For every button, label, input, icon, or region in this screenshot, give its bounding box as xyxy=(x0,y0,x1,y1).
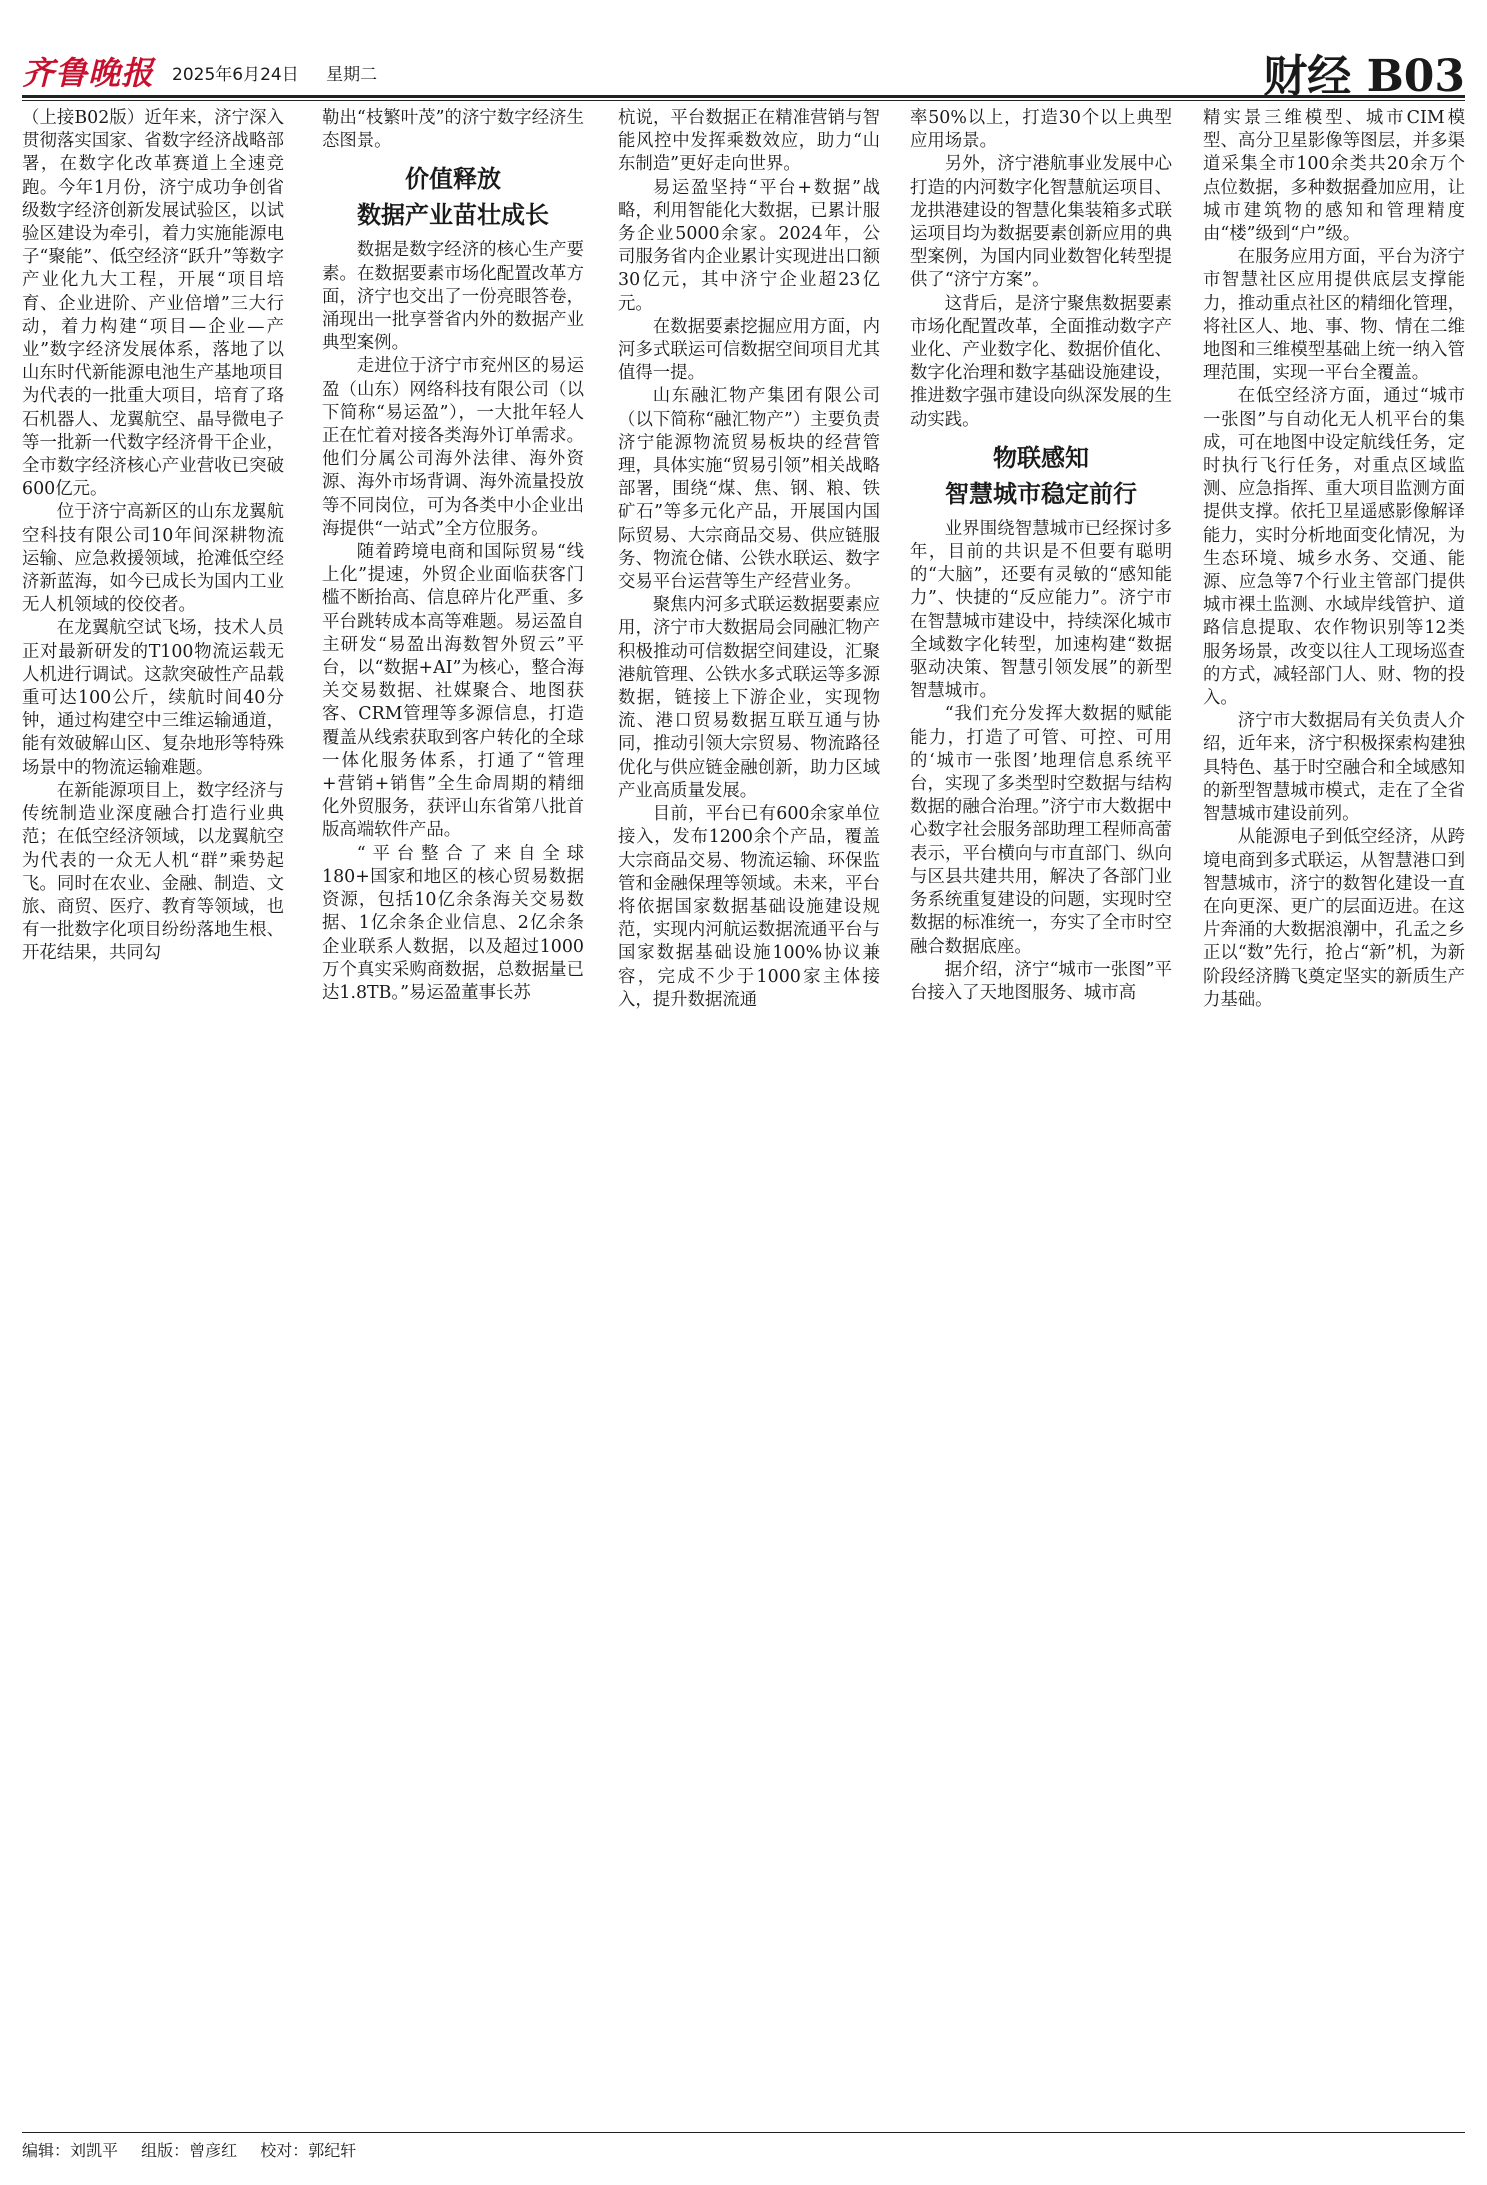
article-column-2 xyxy=(322,107,584,1005)
article-paragraph: 另外，济宁港航事业发展中心打造的内河数字化智慧航运项目、龙拱港建设的智慧化集装箱多式联运项目均为数据要素创新应用的典型案例，为国内同业数智化转型提供了“济宁方案”。 xyxy=(910,154,1172,291)
article-column-5 xyxy=(1203,107,1465,1012)
article-paragraph: “我们充分发挥大数据的赋能能力，打造了可管、可控、可用的‘城市一张图’地理信息系统平台，实现了多类型时空数据与结构数据的融合治理。”济宁市大数据中心数字社会服务部助理工程师高蕾表示，平台横向与市直部门、纵向与区县共建共用，解决了各部门业务系统重复建设的问题，实现时空数据的标准统一，夯实了全市时空融合数据底座。 xyxy=(910,704,1172,957)
article-paragraph: 随着跨境电商和国际贸易“线上化”提速，外贸企业面临获客门槛不断抬高、信息碎片化严重、多平台跳转成本高等难题。易运盈自主研发“易盈出海数智外贸云”平台，以“数据+AI”为核心，整合海关交易数据、社媒聚合、地图获客、CRM管理等多源信息，打造覆盖从线索获取到客户转化的全球一体化服务体系，打通了“管理+营销+销售”全生命周期的精细化外贸服务，获评山东省第八批首版高端软件产品。 xyxy=(322,542,584,841)
article-paragraph: 勒出“枝繁叶茂”的济宁数字经济生态图景。 xyxy=(322,108,584,152)
section-heading-line-2: 智慧城市稳定前行 xyxy=(945,478,1137,508)
section-heading-line-2: 数据产业苗壮成长 xyxy=(357,200,549,230)
issue-weekday: 星期二 xyxy=(326,65,378,85)
article-paragraph: 从能源电子到低空经济，从跨境电商到多式联运，从智慧港口到智慧城市，济宁的数智化建设一直在向更深、更广的层面迈进。在这片奔涌的大数据浪潮中，孔孟之乡正以“数”先行，抢占“新”机，为新阶段经济腾飞奠定坚实的新质生产力基础。 xyxy=(1203,827,1465,1010)
article-paragraph: （上接B02版）近年来，济宁深入贯彻落实国家、省数字经济战略部署，在数字化改革赛道上全速竞跑。今年1月份，济宁成功争创省级数字经济创新发展试验区，以试验区建设为牵引，着力实施能源电子“聚能”、低空经济“跃升”等数字产业化九大工程，开展“项目培育、企业进阶、产业倍增”三大行动，着力构建“项目—企业—产业”数字经济发展体系，落地了以山东时代新能源电池生产基地项目为代表的一批重大项目，培育了珞石机器人、龙翼航空、晶导微电子等一批新一代数字经济骨干企业，全市数字经济核心产业营收已突破600亿元。 xyxy=(22,108,284,500)
article-paragraph: 走进位于济宁市兖州区的易运盈（山东）网络科技有限公司（以下简称“易运盈”），一大批年轻人正在忙着对接各类海外订单需求。他们分属公司海外法律、海外资源、海外市场背调、海外流量投放等不同岗位，可为各类中小企业出海提供“一站式”全方位服务。 xyxy=(322,356,584,539)
section-heading xyxy=(322,161,584,233)
article-paragraph: 济宁市大数据局有关负责人介绍，近年来，济宁积极探索构建独具特色、基于时空融合和全域感知的新型智慧城市模式，走在了全省智慧城市建设前列。 xyxy=(1203,711,1465,825)
article-column-1 xyxy=(22,107,284,966)
section-heading-line-1: 价值释放 xyxy=(405,164,501,194)
article-paragraph: 杭说，平台数据正在精准营销与智能风控中发挥乘数效应，助力“山东制造”更好走向世界。 xyxy=(618,108,880,175)
masthead xyxy=(22,40,1465,102)
article-column-3 xyxy=(618,107,880,1012)
layout-credit: 组版：曾彦红 xyxy=(141,2141,238,2160)
article-paragraph: 数据是数字经济的核心生产要素。在数据要素市场化配置改革方面，济宁也交出了一份亮眼答卷，涌现出一批享誉省内外的数据产业典型案例。 xyxy=(322,240,584,354)
section-page-label: 财经 B03 xyxy=(1263,51,1465,102)
article-paragraph: 在新能源项目上，数字经济与传统制造业深度融合打造行业典范；在低空经济领域，以龙翼航空为代表的一众无人机“群”乘势起飞。同时在农业、金融、制造、文旅、商贸、医疗、教育等领域，也有一批数字化项目纷纷落地生根、开花结果，共同勾 xyxy=(22,780,284,964)
article-paragraph: 业界围绕智慧城市已经探讨多年，目前的共识是不但要有聪明的“大脑”，还要有灵敏的“感知能力”、快捷的“反应能力”。济宁市在智慧城市建设中，持续深化城市全域数字化转型，加速构建“数据驱动决策、智慧引领发展”的新型智慧城市。 xyxy=(910,518,1172,702)
article-paragraph: 位于济宁高新区的山东龙翼航空科技有限公司10年间深耕物流运输、应急救援领域，抢滩低空经济新蓝海，如今已成长为国内工业无人机领域的佼佼者。 xyxy=(22,502,284,616)
issue-date: 2025年6月24日 xyxy=(172,65,299,85)
section-heading-line-1: 物联感知 xyxy=(993,442,1089,472)
page-credits xyxy=(22,2138,374,2161)
article-paragraph: 在数据要素挖掘应用方面，内河多式联运可信数据空间项目尤其值得一提。 xyxy=(618,316,880,384)
editor-credit: 编辑：刘凯平 xyxy=(22,2141,119,2160)
header-rule-thin xyxy=(22,100,1465,101)
article-column-4 xyxy=(910,107,1172,1005)
article-paragraph: 据介绍，济宁“城市一张图”平台接入了天地图服务、城市高 xyxy=(910,959,1172,1003)
article-paragraph: “平台整合了来自全球180+国家和地区的核心贸易数据资源，包括10亿余条海关交易数据、1亿余条企业信息、2亿余条企业联系人数据，以及超过1000万个真实采购商数据，总数据量已达1.8TB。”易运盈董事长苏 xyxy=(322,843,584,1003)
header-rule xyxy=(22,95,1465,98)
footer-rule xyxy=(22,2132,1465,2133)
section-heading xyxy=(910,440,1172,512)
proof-credit: 校对：郭纪轩 xyxy=(260,2141,357,2160)
article-paragraph: 目前，平台已有600余家单位接入，发布1200余个产品，覆盖大宗商品交易、物流运输、环保监管和金融保理等领域。未来，平台将依据国家数据基础设施建设规范，实现内河航运数据流通平台与国家数据基础设施100%协议兼容，完成不少于1000家主体接入，提升数据流通 xyxy=(618,804,880,1010)
article-paragraph: 聚焦内河多式联运数据要素应用，济宁市大数据局会同融汇物产积极推动可信数据空间建设，汇聚港航管理、公铁水多式联运等多源数据，链接上下游企业，实现物流、港口贸易数据互联互通与协同，推动引领大宗贸易、物流路径优化与供应链金融创新，助力区域产业高质量发展。 xyxy=(618,595,880,801)
article-paragraph: 精实景三维模型、城市CIM模型、高分卫星影像等图层，并多渠道采集全市100余类共20余万个点位数据，多种数据叠加应用，让城市建筑物的感知和管理精度由“楼”级到“户”级。 xyxy=(1203,108,1465,245)
article-paragraph: 山东融汇物产集团有限公司（以下简称“融汇物产”）主要负责济宁能源物流贸易板块的经营管理，具体实施“贸易引领”相关战略部署，围绕“煤、焦、钢、粮、铁矿石”等多元化产品，开展国内国际贸易、大宗商品交易、供应链服务、物流仓储、公铁水联运、数字交易平台运营等生产经营业务。 xyxy=(618,386,880,593)
article-paragraph: 在服务应用方面，平台为济宁市智慧社区应用提供底层支撑能力，推动重点社区的精细化管理，将社区人、地、事、物、情在二维地图和三维模型基础上统一纳入管理范围，实现一平台全覆盖。 xyxy=(1203,247,1465,384)
dateline xyxy=(172,60,399,85)
newspaper-logo: 齐鲁晚报 xyxy=(22,54,155,92)
article-paragraph: 在低空经济方面，通过“城市一张图”与自动化无人机平台的集成，可在地图中设定航线任务，定时执行飞行任务，对重点区域监测、应急指挥、重大项目监测方面提供支撑。依托卫星遥感影像解译能力，实时分析地面变化情况，为生态环境、城乡水务、交通、能源、应急等7个行业主管部门提供城市裸土监测、水域岸线管护、道路信息提取、农作物识别等12类服务场景，改变以往人工现场巡查的方式，减轻部门人、财、物的投入。 xyxy=(1203,386,1465,709)
article-paragraph: 率50%以上，打造30个以上典型应用场景。 xyxy=(910,108,1172,152)
article-paragraph: 这背后，是济宁聚焦数据要素市场化配置改革，全面推动数字产业化、产业数字化、数据价值化、数字化治理和数字基础设施建设，推进数字强市建设向纵深发展的生动实践。 xyxy=(910,293,1172,430)
article-paragraph: 易运盈坚持“平台+数据”战略，利用智能化大数据，已累计服务企业5000余家。2024年，公司服务省内企业累计实现进出口额30亿元，其中济宁企业超23亿元。 xyxy=(618,177,880,314)
article-paragraph: 在龙翼航空试飞场，技术人员正对最新研发的T100物流运载无人机进行调试。这款突破性产品载重可达100公斤，续航时间40分钟，通过构建空中三维运输通道，能有效破解山区、复杂地形等特殊场景中的物流运输难题。 xyxy=(22,618,284,778)
